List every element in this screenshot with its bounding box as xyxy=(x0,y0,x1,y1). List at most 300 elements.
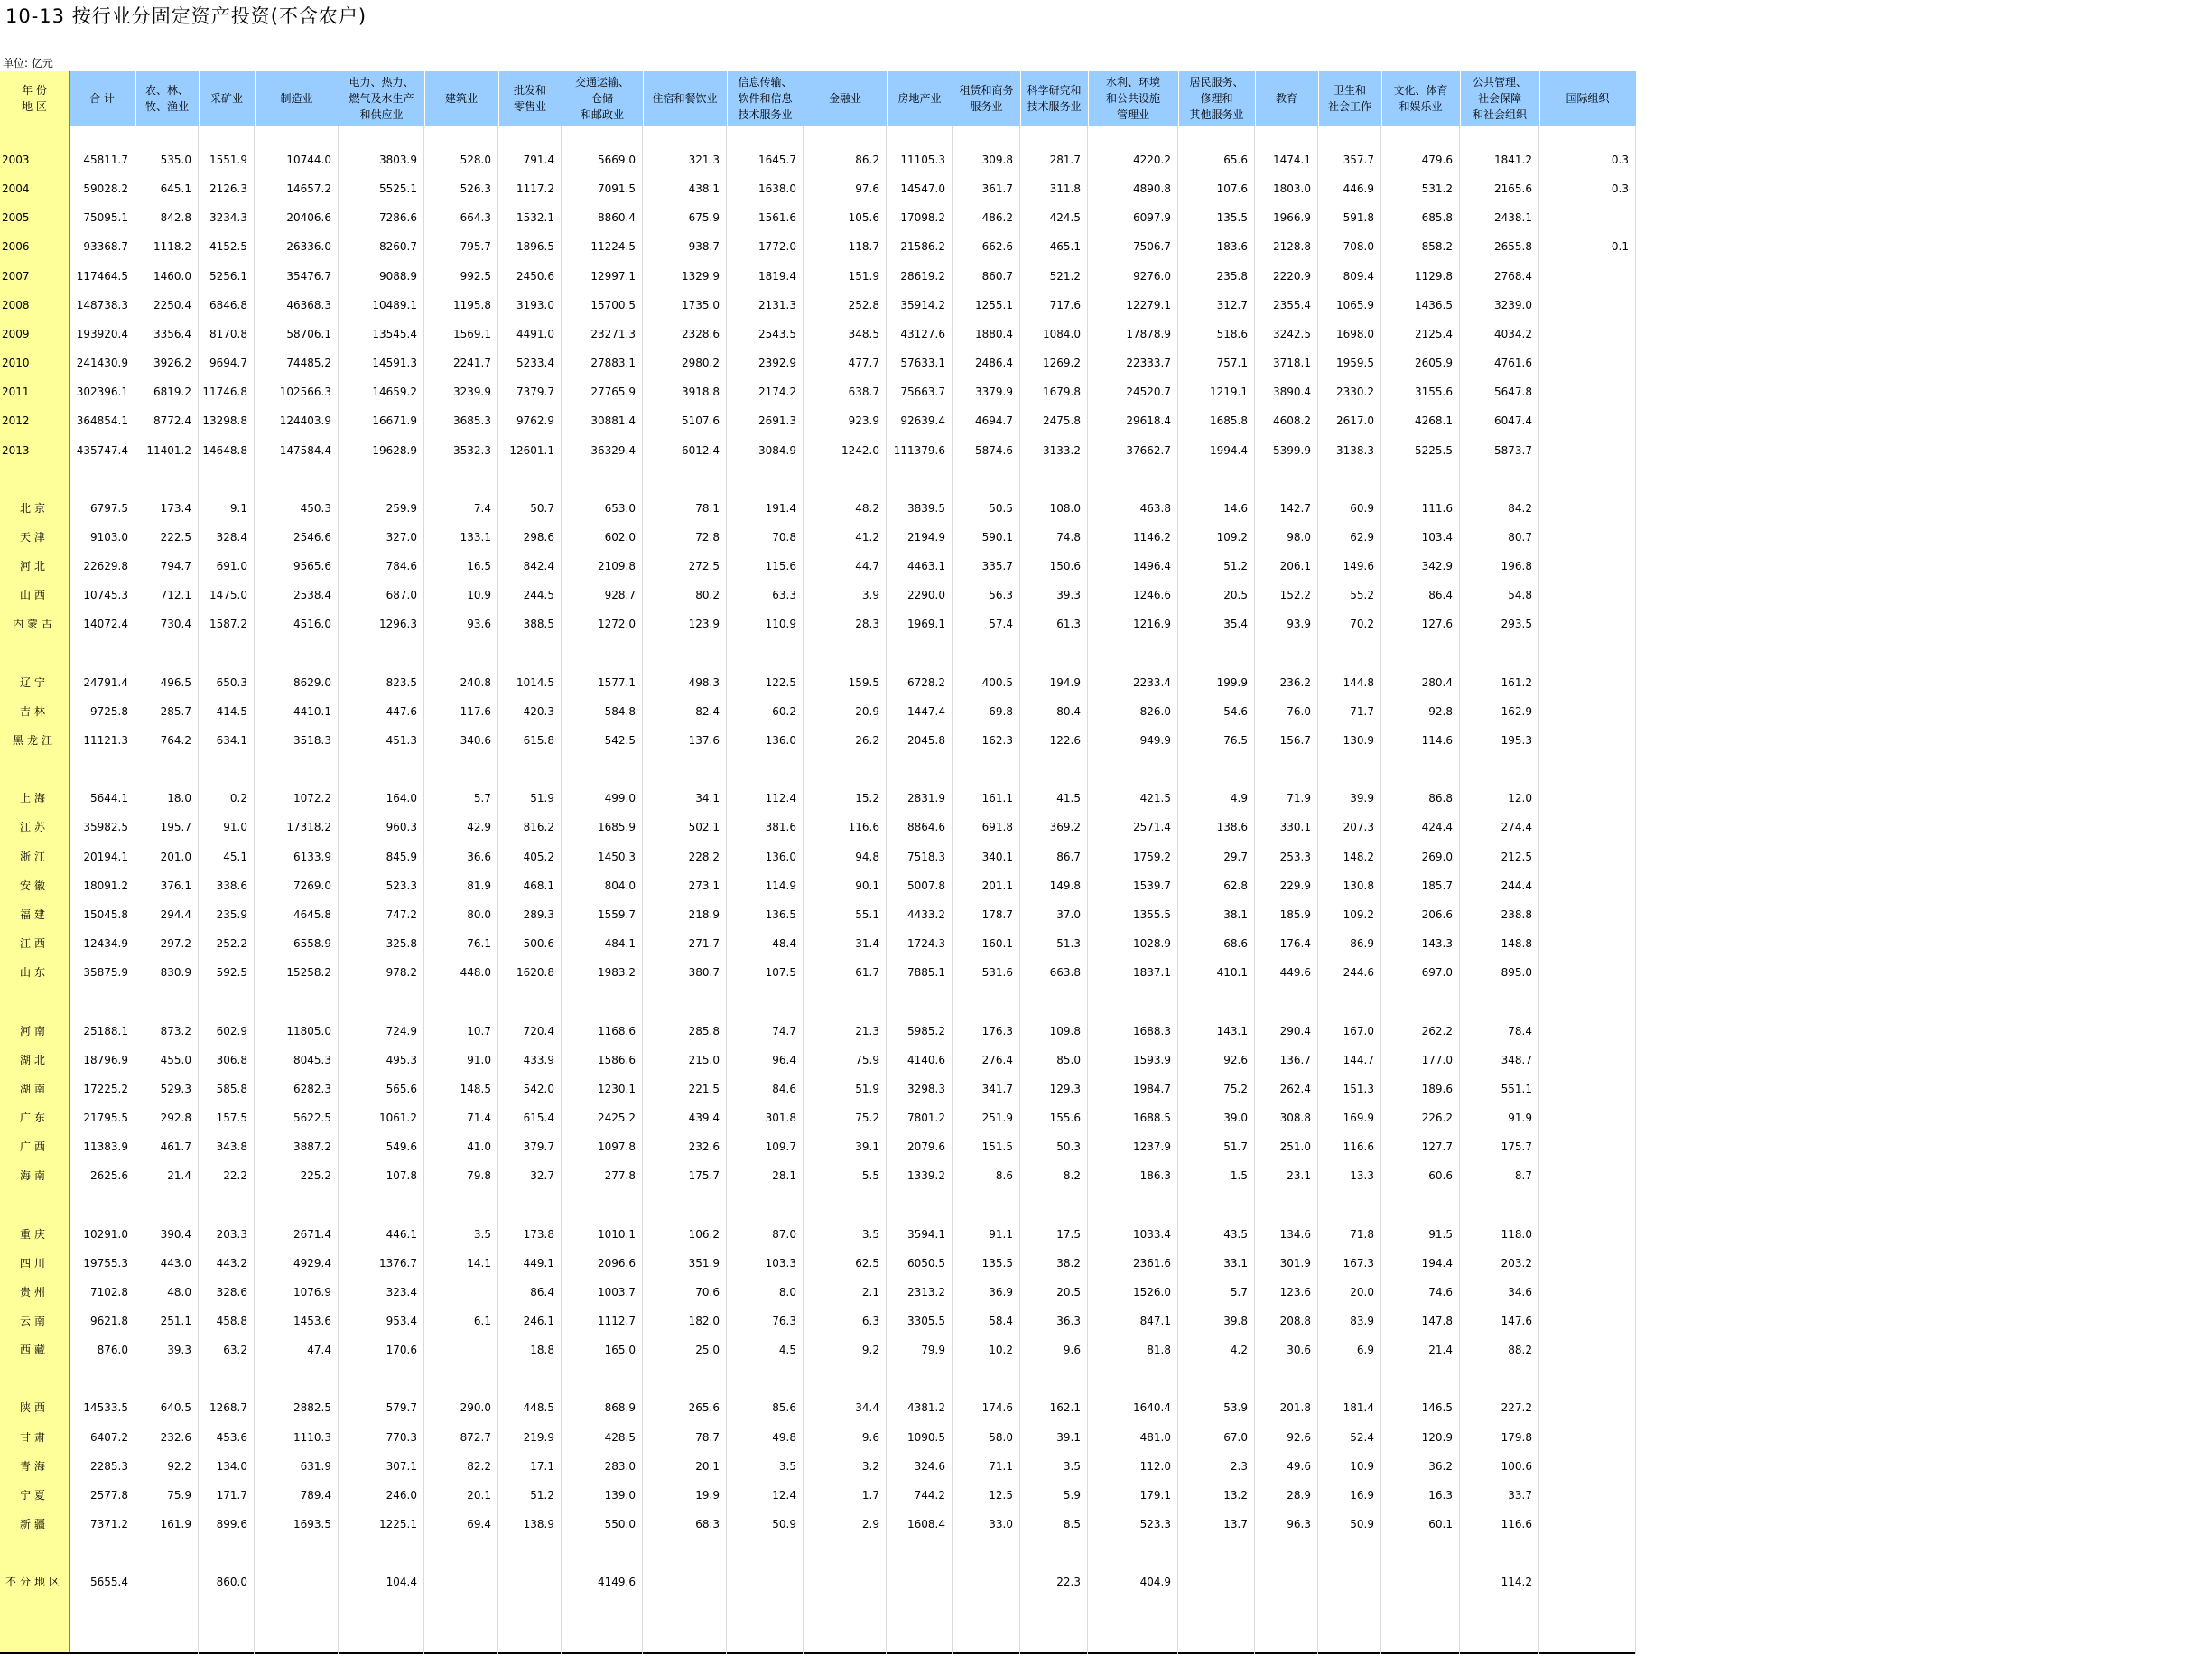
table-cell: 369.2 xyxy=(1049,821,1081,833)
table-cell: 136.0 xyxy=(765,851,796,863)
table-cell: 20.5 xyxy=(1056,1286,1081,1298)
table-cell: 86.7 xyxy=(1056,851,1081,863)
table-cell: 662.6 xyxy=(981,240,1013,253)
table-cell: 11121.3 xyxy=(83,734,128,747)
table-cell: 2486.4 xyxy=(975,357,1013,369)
table-cell: 1577.1 xyxy=(598,676,636,689)
table-cell: 78.1 xyxy=(695,502,720,515)
table-cell: 29618.4 xyxy=(1126,414,1171,427)
table-cell: 3138.3 xyxy=(1336,444,1374,457)
column-header-line: 金融业 xyxy=(828,92,861,105)
table-cell: 49.6 xyxy=(1287,1460,1311,1473)
row-label-region: 不分地区 xyxy=(5,1576,63,1588)
column-header-line: 批发和 xyxy=(513,84,546,97)
column-header xyxy=(1088,71,1178,126)
table-cell: 173.8 xyxy=(523,1228,554,1241)
table-cell: 361.7 xyxy=(981,182,1013,195)
table-cell: 5655.4 xyxy=(90,1576,128,1588)
table-cell: 144.7 xyxy=(1343,1054,1374,1066)
table-cell: 10.9 xyxy=(1350,1460,1374,1473)
table-cell: 84.6 xyxy=(772,1083,796,1095)
column-header-line: 服务业 xyxy=(970,100,1003,113)
table-cell: 327.0 xyxy=(386,531,417,544)
table-cell: 161.1 xyxy=(981,792,1013,805)
column-divider xyxy=(1087,126,1088,1654)
table-cell: 80.7 xyxy=(1508,531,1532,544)
table-cell: 169.9 xyxy=(1343,1112,1374,1124)
table-cell: 448.5 xyxy=(523,1401,554,1414)
table-cell: 302396.1 xyxy=(76,386,128,398)
table-cell: 526.3 xyxy=(460,182,491,195)
table-cell: 26336.0 xyxy=(286,240,331,253)
table-cell: 68.6 xyxy=(1223,937,1248,950)
table-cell: 78.7 xyxy=(695,1431,720,1444)
column-header-line: 建筑业 xyxy=(444,92,478,105)
table-cell: 1450.3 xyxy=(598,851,636,863)
column-divider xyxy=(1254,126,1255,1654)
table-cell: 486.2 xyxy=(981,211,1013,224)
table-cell: 1983.2 xyxy=(598,966,636,979)
table-cell: 1620.8 xyxy=(516,966,554,979)
table-cell: 1225.1 xyxy=(379,1518,417,1530)
table-cell: 7286.6 xyxy=(379,211,417,224)
table-cell: 13.2 xyxy=(1223,1489,1248,1502)
table-cell: 69.4 xyxy=(467,1518,491,1530)
table-cell: 269.0 xyxy=(1421,851,1453,863)
table-cell: 107.8 xyxy=(386,1169,417,1182)
table-cell: 135.5 xyxy=(981,1257,1013,1270)
table-cell: 86.4 xyxy=(1428,589,1453,601)
table-cell: 2546.6 xyxy=(293,531,331,544)
table-cell: 22.2 xyxy=(223,1169,247,1182)
table-cell: 708.0 xyxy=(1343,240,1374,253)
table-cell: 27883.1 xyxy=(590,357,636,369)
table-cell: 155.6 xyxy=(1049,1112,1081,1124)
table-cell: 97.6 xyxy=(855,182,879,195)
table-cell: 439.4 xyxy=(688,1112,720,1124)
table-cell: 60.6 xyxy=(1428,1169,1453,1182)
table-cell: 3.5 xyxy=(778,1460,796,1473)
table-cell: 1168.6 xyxy=(598,1025,636,1037)
table-cell: 0.2 xyxy=(229,792,247,805)
table-cell: 2768.4 xyxy=(1494,270,1532,283)
table-cell: 259.9 xyxy=(386,502,417,515)
table-cell: 206.6 xyxy=(1421,908,1453,921)
table-cell: 477.7 xyxy=(848,357,879,369)
table-cell: 791.4 xyxy=(523,154,554,166)
row-label-year: 2008 xyxy=(2,299,30,312)
table-cell: 8860.4 xyxy=(598,211,636,224)
table-cell: 5.9 xyxy=(1063,1489,1081,1502)
table-cell: 82.4 xyxy=(695,705,720,718)
table-cell: 2109.8 xyxy=(598,560,636,572)
table-cell: 39.8 xyxy=(1223,1315,1248,1327)
table-cell: 127.6 xyxy=(1421,618,1453,630)
table-cell: 364854.1 xyxy=(76,414,128,427)
table-cell: 9103.0 xyxy=(90,531,128,544)
table-cell: 112.4 xyxy=(765,792,796,805)
table-cell: 4381.2 xyxy=(907,1401,945,1414)
column-header xyxy=(1539,71,1636,126)
table-cell: 949.9 xyxy=(1139,734,1171,747)
table-cell: 4694.7 xyxy=(975,414,1013,427)
column-header xyxy=(199,71,255,126)
table-cell: 712.1 xyxy=(160,589,191,601)
table-cell: 76.1 xyxy=(467,937,491,950)
table-cell: 9.1 xyxy=(229,502,247,515)
header-divider xyxy=(643,71,644,126)
table-cell: 938.7 xyxy=(688,240,720,253)
table-cell: 3193.0 xyxy=(516,299,554,312)
column-header xyxy=(804,71,887,126)
table-cell: 71.9 xyxy=(1287,792,1311,805)
table-cell: 143.1 xyxy=(1216,1025,1248,1037)
row-label-region: 吉林 xyxy=(19,705,49,718)
table-cell: 13545.4 xyxy=(372,328,417,340)
header-divider xyxy=(1020,71,1021,126)
column-divider xyxy=(1019,126,1020,1654)
table-cell: 10.7 xyxy=(467,1025,491,1037)
table-cell: 39.3 xyxy=(167,1344,191,1356)
table-cell: 116.6 xyxy=(848,821,879,833)
table-cell: 3518.3 xyxy=(293,734,331,747)
column-header-line: 采矿业 xyxy=(209,92,243,105)
table-cell: 5399.9 xyxy=(1273,444,1311,457)
table-cell: 38.2 xyxy=(1056,1257,1081,1270)
table-cell: 549.6 xyxy=(386,1140,417,1153)
table-cell: 94.8 xyxy=(855,851,879,863)
table-cell: 640.5 xyxy=(160,1401,191,1414)
table-cell: 130.8 xyxy=(1343,879,1374,892)
table-cell: 923.9 xyxy=(848,414,879,427)
table-cell: 21.4 xyxy=(167,1169,191,1182)
row-label-region: 湖南 xyxy=(19,1083,49,1095)
row-label-region: 江苏 xyxy=(19,821,49,833)
table-cell: 219.9 xyxy=(523,1431,554,1444)
column-divider xyxy=(198,126,199,1654)
table-cell: 1033.4 xyxy=(1133,1228,1171,1241)
header-divider xyxy=(135,71,136,126)
table-cell: 2691.3 xyxy=(758,414,796,427)
table-cell: 2.9 xyxy=(861,1518,879,1530)
table-cell: 7379.7 xyxy=(516,386,554,398)
table-cell: 199.9 xyxy=(1216,676,1248,689)
table-cell: 262.2 xyxy=(1421,1025,1453,1037)
table-cell: 325.8 xyxy=(386,937,417,950)
table-cell: 2450.6 xyxy=(516,270,554,283)
table-cell: 28619.2 xyxy=(900,270,945,283)
table-cell: 42.9 xyxy=(467,821,491,833)
table-cell: 36.3 xyxy=(1056,1315,1081,1327)
table-cell: 252.2 xyxy=(216,937,247,950)
table-cell: 136.0 xyxy=(765,734,796,747)
column-divider xyxy=(1177,126,1178,1654)
table-cell: 152.2 xyxy=(1279,589,1311,601)
table-cell: 400.5 xyxy=(981,676,1013,689)
table-cell: 208.8 xyxy=(1279,1315,1311,1327)
row-label-year: 2010 xyxy=(2,357,30,369)
table-cell: 842.8 xyxy=(160,211,191,224)
table-cell: 164.0 xyxy=(386,792,417,805)
table-cell: 438.1 xyxy=(688,182,720,195)
table-cell: 34.4 xyxy=(855,1401,879,1414)
table-cell: 280.4 xyxy=(1421,676,1453,689)
table-cell: 134.6 xyxy=(1279,1228,1311,1241)
column-divider xyxy=(497,126,498,1654)
table-cell: 56.3 xyxy=(989,589,1013,601)
table-cell: 351.9 xyxy=(688,1257,720,1270)
table-cell: 747.2 xyxy=(386,908,417,921)
column-header xyxy=(1460,71,1539,126)
table-cell: 1608.4 xyxy=(907,1518,945,1530)
table-cell: 1014.5 xyxy=(516,676,554,689)
table-cell: 150.6 xyxy=(1049,560,1081,572)
column-header-line: 管理业 xyxy=(1116,108,1149,121)
table-cell: 149.8 xyxy=(1049,879,1081,892)
table-cell: 816.2 xyxy=(523,821,554,833)
column-header-line: 仓储 xyxy=(590,92,613,105)
table-cell: 3356.4 xyxy=(153,328,191,340)
table-cell: 6797.5 xyxy=(90,502,128,515)
table-cell: 6846.8 xyxy=(209,299,247,312)
table-cell: 1.5 xyxy=(1230,1169,1248,1182)
column-header-line: 制造业 xyxy=(280,92,313,105)
table-cell: 298.6 xyxy=(523,531,554,544)
table-cell: 992.5 xyxy=(460,270,491,283)
table-cell: 13298.8 xyxy=(202,414,247,427)
table-cell: 11383.9 xyxy=(83,1140,128,1153)
table-cell: 6.3 xyxy=(861,1315,879,1327)
table-cell: 110.9 xyxy=(765,618,796,630)
table-cell: 232.6 xyxy=(688,1140,720,1153)
table-cell: 521.2 xyxy=(1049,270,1081,283)
table-cell: 273.1 xyxy=(688,879,720,892)
table-cell: 12.4 xyxy=(772,1489,796,1502)
table-cell: 1230.1 xyxy=(598,1083,636,1095)
table-cell: 615.8 xyxy=(523,734,554,747)
table-cell: 3839.5 xyxy=(907,502,945,515)
table-cell: 3239.0 xyxy=(1494,299,1532,312)
header-divider xyxy=(1088,71,1089,126)
table-cell: 697.0 xyxy=(1421,966,1453,979)
table-cell: 75095.1 xyxy=(83,211,128,224)
table-cell: 830.9 xyxy=(160,966,191,979)
row-label-region: 北京 xyxy=(19,502,49,515)
table-cell: 31.4 xyxy=(855,937,879,950)
table-cell: 109.8 xyxy=(1049,1025,1081,1037)
table-cell: 2831.9 xyxy=(907,792,945,805)
table-cell: 1219.1 xyxy=(1210,386,1248,398)
column-header-line: 水利、环境 xyxy=(1105,76,1160,88)
table-cell: 136.7 xyxy=(1279,1054,1311,1066)
table-cell: 1896.5 xyxy=(516,240,554,253)
table-cell: 174.6 xyxy=(981,1401,1013,1414)
table-cell: 764.2 xyxy=(160,734,191,747)
table-cell: 22.3 xyxy=(1056,1576,1081,1588)
table-cell: 201.1 xyxy=(981,879,1013,892)
table-cell: 523.3 xyxy=(386,879,417,892)
table-cell: 25188.1 xyxy=(83,1025,128,1037)
table-cell: 48.2 xyxy=(855,502,879,515)
table-cell: 309.8 xyxy=(981,154,1013,166)
column-header-line: 技术服务业 xyxy=(1027,100,1082,113)
table-cell: 22629.8 xyxy=(83,560,128,572)
table-cell: 2605.9 xyxy=(1415,357,1453,369)
table-cell: 860.0 xyxy=(216,1576,247,1588)
table-cell: 281.7 xyxy=(1049,154,1081,166)
column-header xyxy=(498,71,562,126)
table-cell: 70.6 xyxy=(695,1286,720,1298)
table-cell: 1269.2 xyxy=(1043,357,1081,369)
table-cell: 59028.2 xyxy=(83,182,128,195)
table-cell: 98.0 xyxy=(1287,531,1311,544)
table-cell: 28.3 xyxy=(855,618,879,630)
table-cell: 823.5 xyxy=(386,676,417,689)
table-cell: 35476.7 xyxy=(286,270,331,283)
table-cell: 135.5 xyxy=(1216,211,1248,224)
table-cell: 730.4 xyxy=(160,618,191,630)
table-cell: 290.4 xyxy=(1279,1025,1311,1037)
table-cell: 165.0 xyxy=(604,1344,636,1356)
table-cell: 137.6 xyxy=(688,734,720,747)
row-label-region: 广西 xyxy=(19,1140,49,1153)
table-cell: 292.8 xyxy=(160,1112,191,1124)
table-cell: 218.9 xyxy=(688,908,720,921)
table-cell: 161.9 xyxy=(160,1518,191,1530)
table-cell: 1638.0 xyxy=(758,182,796,195)
table-cell: 23271.3 xyxy=(590,328,636,340)
table-cell: 276.4 xyxy=(981,1054,1013,1066)
column-header-line: 房地产业 xyxy=(897,92,942,105)
table-cell: 872.7 xyxy=(460,1431,491,1444)
table-cell: 3926.2 xyxy=(153,357,191,369)
table-cell: 1803.0 xyxy=(1273,182,1311,195)
table-cell: 579.7 xyxy=(386,1401,417,1414)
table-cell: 13.7 xyxy=(1223,1518,1248,1530)
table-cell: 1586.6 xyxy=(598,1054,636,1066)
table-cell: 5873.7 xyxy=(1494,444,1532,457)
table-cell: 1539.7 xyxy=(1133,879,1171,892)
header-divider xyxy=(255,71,256,126)
column-header-line: 文化、体育 xyxy=(1393,84,1448,97)
table-cell: 27765.9 xyxy=(590,386,636,398)
table-cell: 61.3 xyxy=(1056,618,1081,630)
table-cell: 484.1 xyxy=(604,937,636,950)
table-cell: 1216.9 xyxy=(1133,618,1171,630)
table-cell: 0.3 xyxy=(1611,154,1629,166)
column-header-line: 交通运输、 xyxy=(574,76,629,88)
table-cell: 92.6 xyxy=(1223,1054,1248,1066)
table-cell: 38.1 xyxy=(1223,908,1248,921)
table-cell: 212.5 xyxy=(1501,851,1532,863)
table-cell: 74.8 xyxy=(1056,531,1081,544)
table-cell: 5.5 xyxy=(861,1169,879,1182)
table-cell: 12.0 xyxy=(1508,792,1532,805)
table-cell: 2617.0 xyxy=(1336,414,1374,427)
table-cell: 9.6 xyxy=(1063,1344,1081,1356)
table-cell: 602.9 xyxy=(216,1025,247,1037)
table-cell: 39.9 xyxy=(1350,792,1374,805)
table-cell: 615.4 xyxy=(523,1112,554,1124)
table-cell: 57.4 xyxy=(989,618,1013,630)
table-cell: 80.4 xyxy=(1056,705,1081,718)
header-divider xyxy=(887,71,888,126)
table-cell: 15.2 xyxy=(855,792,879,805)
column-header-line: 合 计 xyxy=(89,92,115,105)
table-cell: 283.0 xyxy=(604,1460,636,1473)
table-cell: 1496.4 xyxy=(1133,560,1171,572)
table-cell: 195.7 xyxy=(160,821,191,833)
table-cell: 3133.2 xyxy=(1043,444,1081,457)
table-cell: 328.6 xyxy=(216,1286,247,1298)
table-cell: 8629.0 xyxy=(293,676,331,689)
table-cell: 20.5 xyxy=(1223,589,1248,601)
table-cell: 52.4 xyxy=(1350,1431,1374,1444)
table-cell: 30881.4 xyxy=(590,414,636,427)
table-cell: 1076.9 xyxy=(293,1286,331,1298)
table-cell: 37.0 xyxy=(1056,908,1081,921)
table-cell: 75.9 xyxy=(855,1054,879,1066)
table-cell: 74.6 xyxy=(1428,1286,1453,1298)
table-cell: 4.5 xyxy=(778,1344,796,1356)
table-cell: 720.4 xyxy=(523,1025,554,1037)
table-cell: 1593.9 xyxy=(1133,1054,1171,1066)
table-cell: 244.6 xyxy=(1343,966,1374,979)
table-cell: 177.0 xyxy=(1421,1054,1453,1066)
table-cell: 185.7 xyxy=(1421,879,1453,892)
table-cell: 1966.9 xyxy=(1273,211,1311,224)
table-cell: 770.3 xyxy=(386,1431,417,1444)
column-divider xyxy=(726,126,727,1654)
table-cell: 160.1 xyxy=(981,937,1013,950)
table-cell: 1645.7 xyxy=(758,154,796,166)
table-cell: 414.5 xyxy=(216,705,247,718)
table-cell: 138.9 xyxy=(523,1518,554,1530)
table-cell: 650.3 xyxy=(216,676,247,689)
row-label-region: 广东 xyxy=(19,1112,49,1124)
table-cell: 111379.6 xyxy=(893,444,945,457)
table-cell: 232.6 xyxy=(160,1431,191,1444)
table-cell: 5007.8 xyxy=(907,879,945,892)
table-cell: 2475.8 xyxy=(1043,414,1081,427)
table-cell: 1969.1 xyxy=(907,618,945,630)
table-cell: 2096.6 xyxy=(598,1257,636,1270)
column-header-line: 公共管理、 xyxy=(1472,76,1527,88)
table-cell: 496.5 xyxy=(160,676,191,689)
table-cell: 531.2 xyxy=(1421,182,1453,195)
table-cell: 16671.9 xyxy=(372,414,417,427)
table-cell: 62.8 xyxy=(1223,879,1248,892)
table-cell: 590.1 xyxy=(981,531,1013,544)
table-cell: 0.3 xyxy=(1611,182,1629,195)
table-cell: 235.9 xyxy=(216,908,247,921)
table-cell: 176.4 xyxy=(1279,937,1311,950)
table-cell: 5874.6 xyxy=(975,444,1013,457)
table-cell: 36.6 xyxy=(467,851,491,863)
column-header-line: 居民服务、 xyxy=(1189,76,1244,88)
table-cell: 1447.4 xyxy=(907,705,945,718)
table-cell: 6097.9 xyxy=(1133,211,1171,224)
table-cell: 33.1 xyxy=(1223,1257,1248,1270)
table-cell: 183.6 xyxy=(1216,240,1248,253)
table-cell: 181.4 xyxy=(1343,1401,1374,1414)
column-divider xyxy=(254,126,255,1654)
table-cell: 12279.1 xyxy=(1126,299,1171,312)
table-cell: 18.8 xyxy=(530,1344,554,1356)
row-label-region: 云南 xyxy=(19,1315,49,1327)
column-divider xyxy=(1380,126,1381,1654)
column-header-line: 和公共设施 xyxy=(1105,92,1160,105)
